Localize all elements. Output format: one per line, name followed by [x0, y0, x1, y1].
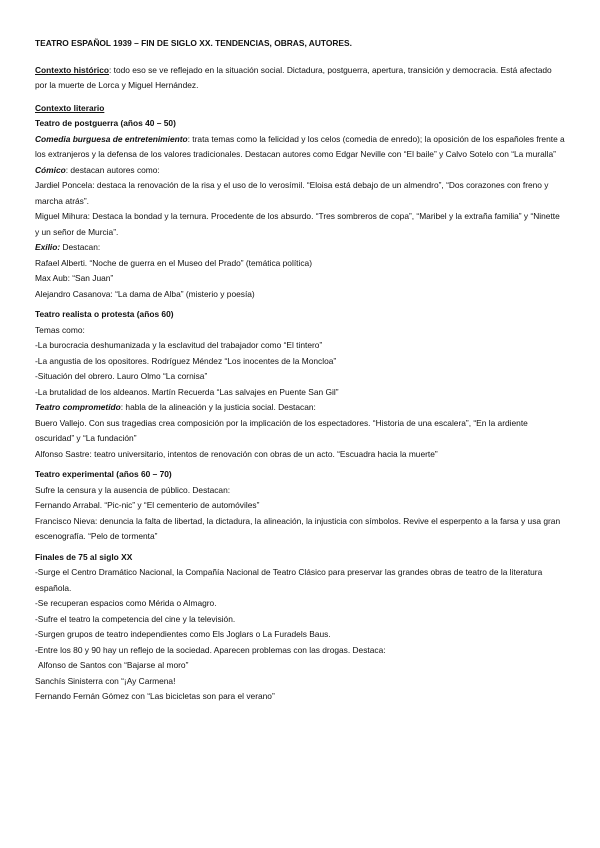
realist-heading: Teatro realista o protesta (años 60) [35, 309, 174, 319]
exile-label: Exilio: [35, 242, 61, 252]
late-line: -Entre los 80 y 90 hay un reflejo de la sociedad. Aparecen problemas con las drogas. Destaca: [35, 644, 386, 655]
historic-context-text: : todo eso se ve reflejado en la situación social. Dictadura, postguerra, apertura, transición y democracia. Está afectado por la muerte de Lorca y Miguel Hernández. [35, 64, 552, 90]
postwar-line: Miguel Mihura: Destaca la bondad y la ternura. Procedente de los absurdo. “Tres sombreros de copa”, “Maribel y la extraña familia” y “Ninette y un señor de Murcia”. [35, 211, 560, 237]
realist-after-line: Alfonso Sastre: teatro universitario, intentos de renovación con obras de un acto. “Escuadra hacia la muerte” [35, 448, 438, 459]
realist-line: -La angustia de los opositores. Rodríguez Méndez “Los inocentes de la Moncloa” [35, 355, 337, 366]
committed-label: Teatro comprometido [35, 402, 121, 412]
literary-context-label: Contexto literario [35, 102, 105, 113]
exile-line: Rafael Alberti. “Noche de guerra en el Museo del Prado” (temática política) [35, 257, 312, 268]
exile-paragraph [35, 240, 565, 256]
comedy-label: Comedia burguesa de entretenimiento [35, 133, 188, 144]
postwar-heading: Teatro de postguerra (años 40 – 50) [35, 118, 176, 128]
historic-context-paragraph [35, 63, 565, 94]
realist-intro: Temas como: [35, 324, 85, 335]
exile-line: Max Aub: “San Juan” [35, 273, 114, 283]
comic-label: Cómico [35, 164, 66, 175]
late-line: -Sufre el teatro la competencia del cine y la televisión. [35, 613, 236, 624]
late-line: Sanchís Sinisterra con “¡Ay Carmena! [35, 675, 176, 686]
realist-after-line: Buero Vallejo. Con sus tragedias crea composición por la implicación de los espectadores. “Historia de una escalera”, “En la ardiente oscuridad” y “La fundación” [35, 417, 528, 443]
realist-line: -Situación del obrero. Lauro Olmo “La cornisa” [35, 371, 208, 381]
exile-line: Alejandro Casanova: “La dama de Alba” (misterio y poesía) [35, 288, 255, 299]
experimental-line: Fernando Arrabal. “Pic-nic” y “El cementerio de automóviles” [35, 500, 260, 510]
postwar-line: Jardiel Poncela: destaca la renovación de la risa y el uso de lo verosímil. “Eloisa está debajo de un almendro”, “Dos corazones con freno y marcha atrás”. [35, 180, 549, 206]
late-line: -Surgen grupos de teatro independientes como Els Joglars o La Furadels Baus. [35, 629, 331, 639]
comic-paragraph [35, 163, 565, 179]
document-page [35, 36, 565, 705]
experimental-heading: Teatro experimental (años 60 – 70) [35, 469, 172, 479]
document-title: TEATRO ESPAÑOL 1939 – FIN DE SIGLO XX. TENDENCIAS, OBRAS, AUTORES. [35, 38, 352, 48]
late-line: -Surge el Centro Dramático Nacional, la Compañía Nacional de Teatro Clásico para preservar las grandes obras de teatro de la literatura española. [35, 567, 543, 593]
late-line: Alfonso de Santos con “Bajarse al moro” [38, 660, 189, 670]
late-line: -Se recuperan espacios como Mérida o Almagro. [35, 598, 217, 608]
historic-context-label: Contexto histórico [35, 64, 109, 75]
committed-text: : habla de la alineación y la justicia social. Destacan: [120, 402, 316, 412]
realist-line: -La burocracia deshumanizada y la esclavitud del trabajador como “El tintero” [35, 340, 323, 350]
experimental-line: Francisco Nieva: denuncia la falta de libertad, la dictadura, la alineación, la injusticia con símbolos. Revive el esperpento a la farsa y usa gran escenografía. “Pelo de tormenta” [35, 515, 561, 541]
comedy-text: : trata temas como la felicidad y los celos (comedia de enredo); la oposición de los españoles frente a los extranjeros y la defensa de los valores tradicionales. Destacan autores como Edgar Neville con “El baile” y Calvo Sotelo con “La muralla” [35, 133, 565, 159]
comedy-paragraph [35, 132, 565, 163]
late-heading: Finales de 75 al siglo XX [35, 551, 133, 562]
late-line: Fernando Fernán Gómez con “Las bicicletas son para el verano” [35, 691, 275, 701]
committed-paragraph [35, 400, 565, 416]
realist-line: -La brutalidad de los aldeanos. Martín Recuerda “Las salvajes en Puente San Gil” [35, 386, 339, 397]
exile-text: Destacan: [60, 242, 101, 252]
experimental-line: Sufre la censura y la ausencia de público. Destacan: [35, 484, 231, 495]
comic-text: : destacan autores como: [65, 164, 160, 175]
